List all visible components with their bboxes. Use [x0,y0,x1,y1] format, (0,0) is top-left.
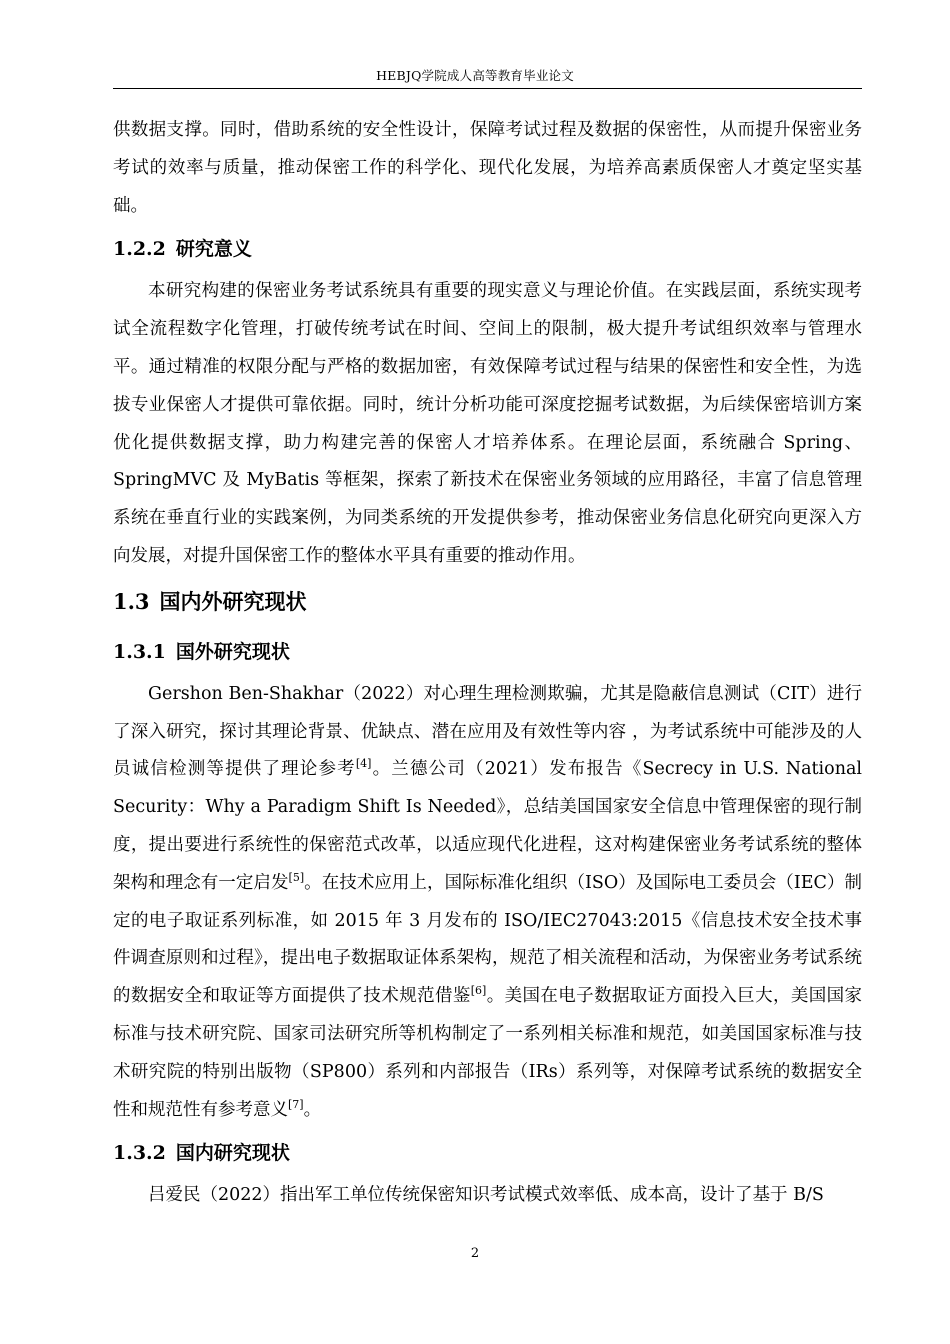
section-heading-1-3-1 [113,628,862,676]
section-number: 1.3.1 [113,640,166,663]
text-segment: 。 [303,1099,322,1120]
section-title: 国外研究现状 [175,640,290,663]
text-segment: 。兰德公司（2021）发布报告《Secrecy in U.S. National Security：Why a Paradigm Shift Is Needed》，总结美国国家安全信息中管理保密的现行制度，提出要进行系统性的保密范式改革，以适应现代化进程，这对构建保密业务考试系统的整体架构和理念有一定启发 [113,759,862,893]
citation-6: [6] [470,984,487,998]
paragraph-research-significance: 本研究构建的保密业务考试系统具有重要的现实意义与理论价值。在实践层面，系统实现考试全流程数字化管理，打破传统考试在时间、空间上的限制，极大提升考试组织效率与管理水平。通过精准的权限分配与严格的数据加密，有效保障考试过程与结果的保密性和安全性，为选拔专业保密人才提供可靠依据。同时，统计分析功能可深度挖掘考试数据，为后续保密培训方案优化提供数据支撑，助力构建完善的保密人才培养体系。在理论层面，系统融合 Spring、SpringMVC 及 MyBatis 等框架，探索了新技术在保密业务领域的应用路径，丰富了信息管理系统在垂直行业的实践案例，为同类系统的开发提供参考，推动保密业务信息化研究向更深入方向发展，对提升国保密工作的整体水平具有重要的推动作用。 [113,281,862,566]
paragraph-foreign-research [113,676,862,1130]
section-heading-1-3 [113,576,862,628]
page-number: 2 [470,1246,480,1261]
continued-paragraph: 供数据支撑。同时，借助系统的安全性设计，保障考试过程及数据的保密性，从而提升保密业务考试的效率与质量，推动保密工作的科学化、现代化发展，为培养高素质保密人才奠定坚实基础。 [113,120,862,216]
citation-4: [4] [355,757,372,771]
citation-5: [5] [288,870,305,884]
running-header: HEBJQ学院成人高等教育毕业论文 [376,68,574,83]
section-title: 国内研究现状 [175,1142,290,1165]
section-heading-1-3-2 [113,1129,862,1177]
section-title: 研究意义 [175,238,252,261]
text-segment: 。美国在电子数据取证方面投入巨大，美国国家标准与技术研究院、国家司法研究所等机构制定了一系列相关标准和规范，如美国国家标准与技术研究院的特别出版物（SP800）系列和内部报告（IRs）系列等，对保障考试系统的数据安全性和规范性有参考意义 [113,986,863,1120]
header-rule [113,88,862,89]
page-content [113,112,862,1215]
text-segment: 。在技术应用上，国际标准化组织（ISO）及国际电工委员会（IEC）制定的电子取证系列标准，如 2015 年 3 月发布的 ISO/IEC27043:2015《信息技术安全技术事件调查原则和过程》，提出电子数据取证体系架构，规范了相关流程和活动，为保密业务考试系统的数据安全和取证等方面提供了技术规范借鉴 [113,872,863,1007]
section-number: 1.3.2 [113,1142,166,1165]
citation-7: [7] [288,1097,304,1111]
section-number: 1.3 [113,588,150,614]
paragraph-domestic-research: 吕爱民（2022）指出军工单位传统保密知识考试模式效率低、成本高，设计了基于 B/S [148,1185,824,1206]
section-heading-1-2-2 [113,225,862,273]
section-number: 1.2.2 [113,238,166,261]
text-segment: Gershon Ben-Shakhar（2022）对心理生理检测欺骗，尤其是隐蔽信息测试（CIT）进行了深入研究，探讨其理论背景、优缺点、潜在应用及有效性等内容 ，为考试系统中可能涉及的人员诚信检测等提供了理论参考 [113,683,862,780]
section-title: 国内外研究现状 [159,588,307,614]
